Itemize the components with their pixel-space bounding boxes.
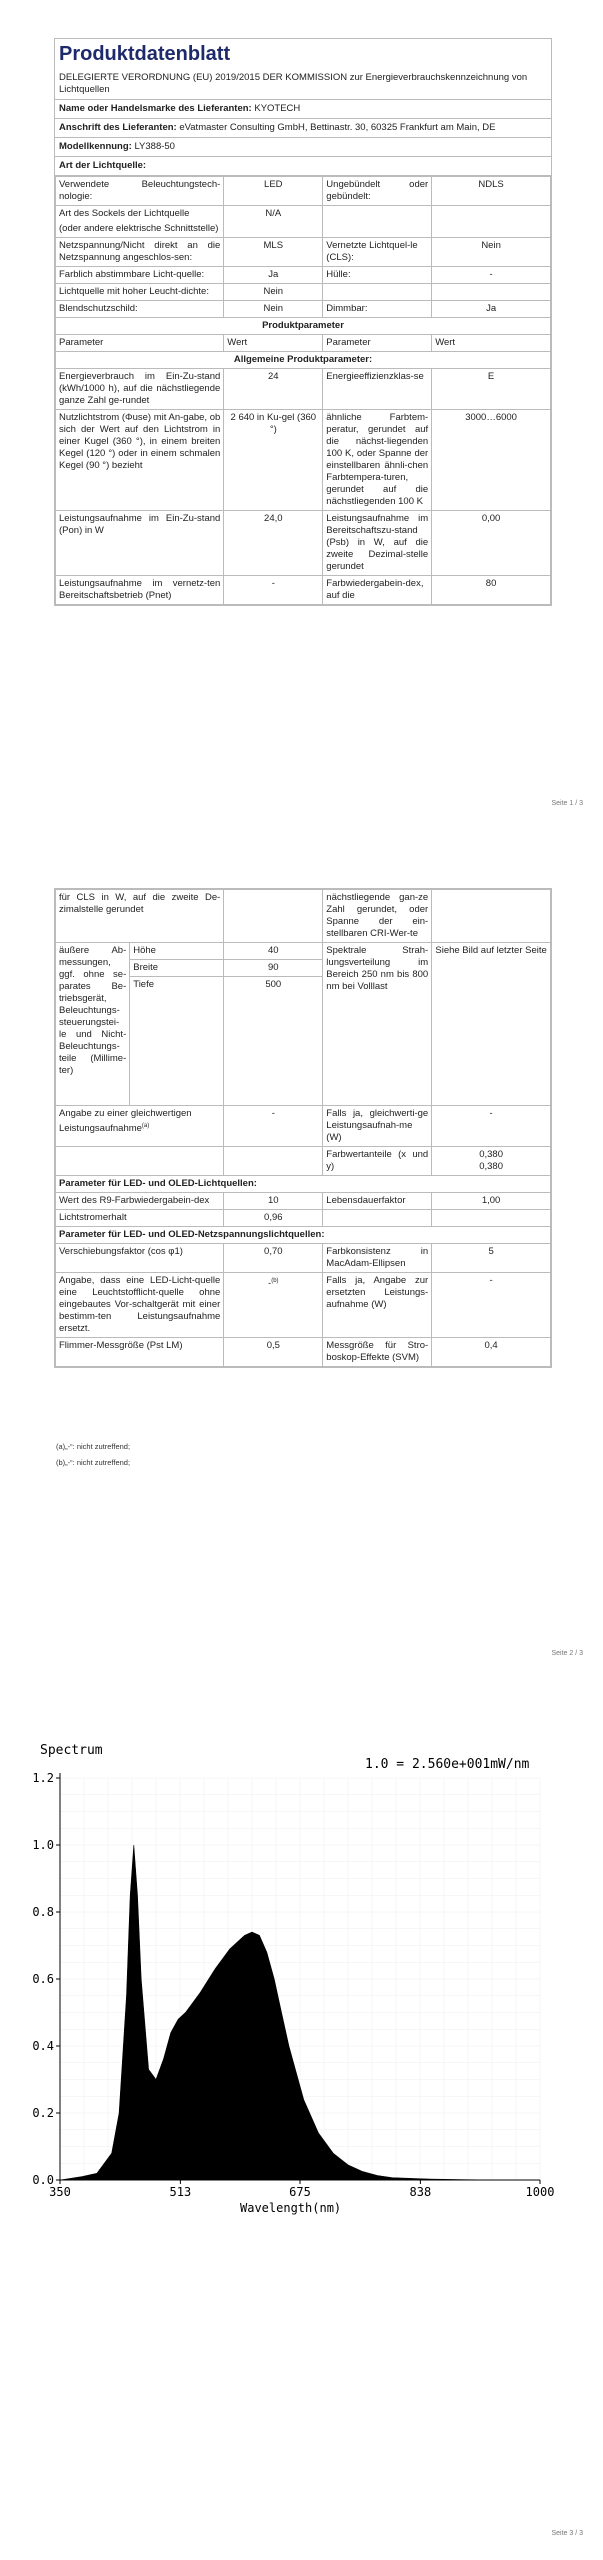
table-row: Lichtquelle mit hoher Leucht-dichte: Nein	[56, 284, 551, 301]
spectrum-chart	[32, 1740, 560, 2220]
y-tick-label: 0.8	[32, 1905, 54, 1919]
spectrum-svg	[32, 1740, 560, 2220]
table-row: Nutzlichtstrom (Φuse) mit An-gabe, ob sich der Wert auf den Lichtstrom in einer Kugel (360 °), in einem breiten Kegel (120 °) oder in einem schmalen Kegel (90 °) bezieht 2 640 in Ku-gel (360 °) ähnliche Farbtem-peratur, gerundet auf die nächst-liegenden 100 K, oder Spanne der einstellbaren ähnli-chen Farbtempera-turen, gerundet auf die nächstliegenden 100 K 3000…6000	[56, 410, 551, 511]
table-row: Farblich abstimmbare Licht-quelle: Ja Hülle: -	[56, 267, 551, 284]
x-tick-label: 513	[169, 2185, 192, 2199]
chart-annotation: 1.0 = 2.560e+001mW/nm	[365, 1757, 530, 1772]
page-title: Produktdatenblatt	[59, 43, 231, 65]
y-tick-label: 0.4	[32, 2039, 54, 2053]
table-row: Angabe zu einer gleichwertigen Leistungsaufnahme$^{(a)}$ - Falls ja, gleichwerti-ge Leistungsaufnah-me (W) -	[56, 1106, 551, 1147]
table-row: Blendschutzschild: Nein Dimmbar: Ja	[56, 301, 551, 318]
y-tick-label: 0.0	[32, 2173, 54, 2187]
page-1	[0, 0, 603, 830]
table-row: Verschiebungsfaktor (cos φ1) 0,70 Farbkonsistenz in MacAdam-Ellipsen 5	[56, 1244, 551, 1273]
table-row: Farbwertanteile (x und y) 0,380 0,380	[56, 1147, 551, 1176]
page-footer: Seite 3 / 3	[551, 2530, 583, 2537]
x-tick-label: 838	[409, 2185, 432, 2199]
table-row: Allgemeine Produktparameter:	[56, 352, 551, 369]
table-row: Tiefe 500	[56, 977, 551, 1102]
datasheet-box-2	[54, 888, 552, 1368]
y-tick-label: 0.2	[32, 2106, 54, 2120]
table-row: Wert des R9-Farbwiedergabein-dex 10 Lebensdauerfaktor 1,00	[56, 1193, 551, 1210]
page-footer: Seite 1 / 3	[551, 800, 583, 807]
x-axis-label: Wavelength(nm)	[240, 2201, 342, 2215]
x-tick-label: 1000	[525, 2185, 555, 2199]
y-tick-label: 0.6	[32, 1972, 54, 1986]
table-row: Energieverbrauch im Ein-Zu-stand (kWh/1000 h), auf die nächstliegende ganze Zahl ge-rundet 24 Energieeffizienzklas-se E	[56, 369, 551, 410]
y-axis-label: Spectrum	[40, 1743, 103, 1758]
table-row: Art des Sockels der Lichtquelle (oder andere elektrische Schnittstelle) N/A	[56, 206, 551, 238]
table-row: Leistungsaufnahme im vernetz-ten Bereitschaftsbetrieb (Pnet) - Farbwiedergabein-dex, auf die 80	[56, 576, 551, 605]
y-tick-label: 1.2	[32, 1771, 54, 1785]
table-row: Flimmer-Messgröße (Pst LM) 0,5 Messgröße für Stro-boskop-Effekte (SVM) 0,4	[56, 1338, 551, 1367]
footnote-a: (a)„-“: nicht zutreffend;	[56, 1442, 131, 1451]
type-table	[55, 176, 551, 605]
model-row: Modellkennung: LY388-50	[55, 138, 551, 157]
x-tick-label: 675	[289, 2185, 311, 2199]
page-2	[0, 830, 603, 1680]
table-row: äußere Ab-messungen, ggf. ohne se-parates Be-triebsgerät, Beleuchtungs-steuerungstei-le und Nicht-Beleuchtungs-teile (Millime-ter) Höhe 40 Spektrale Strah-lungsverteilung im Bereich 250 nm bis 800 nm bei Volllast Siehe Bild auf letzter Seite	[56, 943, 551, 960]
type-header: Art der Lichtquelle:	[55, 157, 551, 176]
table-row: Lichtstromerhalt 0,96	[56, 1210, 551, 1227]
table-row: Leistungsaufnahme im Ein-Zu-stand (Pon) in W 24,0 Leistungsaufnahme im Bereitschaftszu-stand (Psb) in W, auf die zweite Dezimal-stelle gerundet 0,00	[56, 511, 551, 576]
x-tick-label: 350	[49, 2185, 71, 2199]
page-footer: Seite 2 / 3	[551, 1650, 583, 1657]
table-row: Breite 90	[56, 960, 551, 977]
datasheet-box-1	[54, 38, 552, 606]
footnote-b: (b)„-“: nicht zutreffend;	[56, 1458, 131, 1467]
params-table-2	[55, 889, 551, 1367]
y-tick-label: 1.0	[32, 1838, 54, 1852]
table-row: Produktparameter	[56, 318, 551, 335]
table-row: Parameter für LED- und OLED-Netzspannungslichtquellen:	[56, 1227, 551, 1244]
regulation-text: DELEGIERTE VERORDNUNG (EU) 2019/2015 DER KOMMISSION zur Energieverbrauchskennzeichnung von Lichtquellen	[55, 69, 551, 100]
supplier-row: Name oder Handelsmarke des Lieferanten: KYOTECH	[55, 100, 551, 119]
address-row: Anschrift des Lieferanten: eVatmaster Consulting GmbH, Bettinastr. 30, 60325 Frankfurt am Main, DE	[55, 119, 551, 138]
table-row: Parameter Wert Parameter Wert	[56, 335, 551, 352]
table-row: Verwendete Beleuchtungstech-nologie: LED Ungebündelt oder gebündelt: NDLS	[56, 177, 551, 206]
table-row: Netzspannung/Nicht direkt an die Netzspannung angeschlos-sen: MLS Vernetzte Lichtquel-le (CLS): Nein	[56, 238, 551, 267]
table-row: Angabe, dass eine LED-Licht-quelle eine Leuchtstofflicht-quelle ohne eingebautes Vor-schaltgerät mit einer bestimm-ten Leistungsaufnahme ersetzt. -$^{(b)}$ Falls ja, Angabe zur ersetzten Leistungs-aufnahme (W) -	[56, 1273, 551, 1338]
page-3	[0, 1680, 603, 2560]
table-row: für CLS in W, auf die zweite De-zimalstelle gerundet nächstliegende gan-ze Zahl gerundet, oder Spanne der ein-stellbaren CRI-Wer-te	[56, 890, 551, 943]
table-row: Parameter für LED- und OLED-Lichtquellen:	[56, 1176, 551, 1193]
